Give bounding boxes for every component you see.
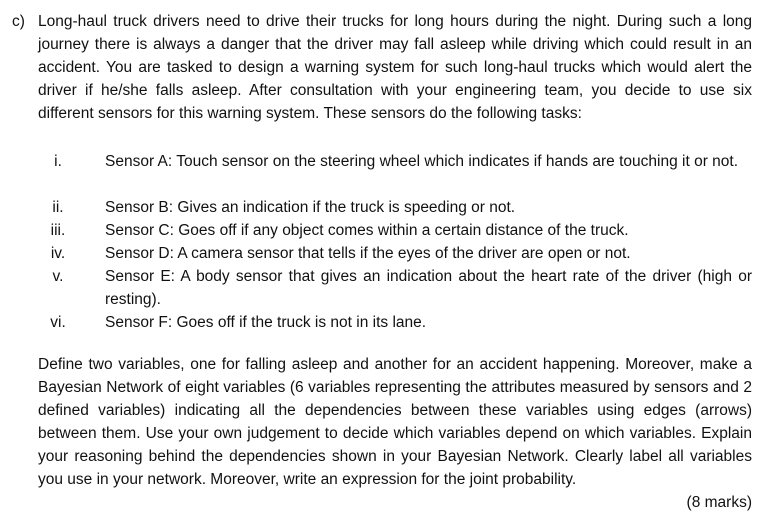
sensor-number: vi. [50,314,66,331]
sensor-description: Sensor B: Gives an indication if the truck is speeding or not. [105,199,516,216]
sensor-description: Sensor D: A camera sensor that tells if the eyes of the driver are open or not. [105,245,631,262]
sensor-number: ii. [52,199,64,216]
sensor-number: iii. [50,222,66,239]
sensor-description: Sensor E: A body sensor that gives an indication about the heart rate of the driver (high or resting). [105,268,752,308]
sensor-number: iv. [50,245,66,262]
marks-label: (8 marks) [686,494,752,511]
sensor-description: Sensor F: Goes off if the truck is not in its lane. [105,314,427,331]
question-label: c) [12,13,25,30]
sensor-number: v. [52,268,64,285]
sensor-description: Sensor A: Touch sensor on the steering wheel which indicates if hands are touching it or not. [105,153,739,170]
question-instructions: Define two variables, one for falling asleep and another for an accident happening. Moreover, make a Bayesian Network of eight variables (6 variables representing the attributes measured by sensors and 2 defined variables) indicating all the dependencies between these variables using edges (arrows) between them. Use your own judgement to decide which variables depend on which variables. Explain your reasoning behind the dependencies shown in your Bayesian Network. Clearly label all variables you use in your network. Moreover, write an expression for the joint probability. [38,356,752,488]
sensor-number: i. [54,153,62,170]
question-intro: Long-haul truck drivers need to drive their trucks for long hours during the night. During such a long journey there is always a danger that the driver may fall asleep while driving which could result in an accident. You are tasked to design a warning system for such long-haul trucks which would alert the driver if he/she falls asleep. After consultation with your engineering team, you decide to use six different sensors for this warning system. These sensors do the following tasks: [38,13,752,122]
sensor-description: Sensor C: Goes off if any object comes within a certain distance of the truck. [105,222,629,239]
